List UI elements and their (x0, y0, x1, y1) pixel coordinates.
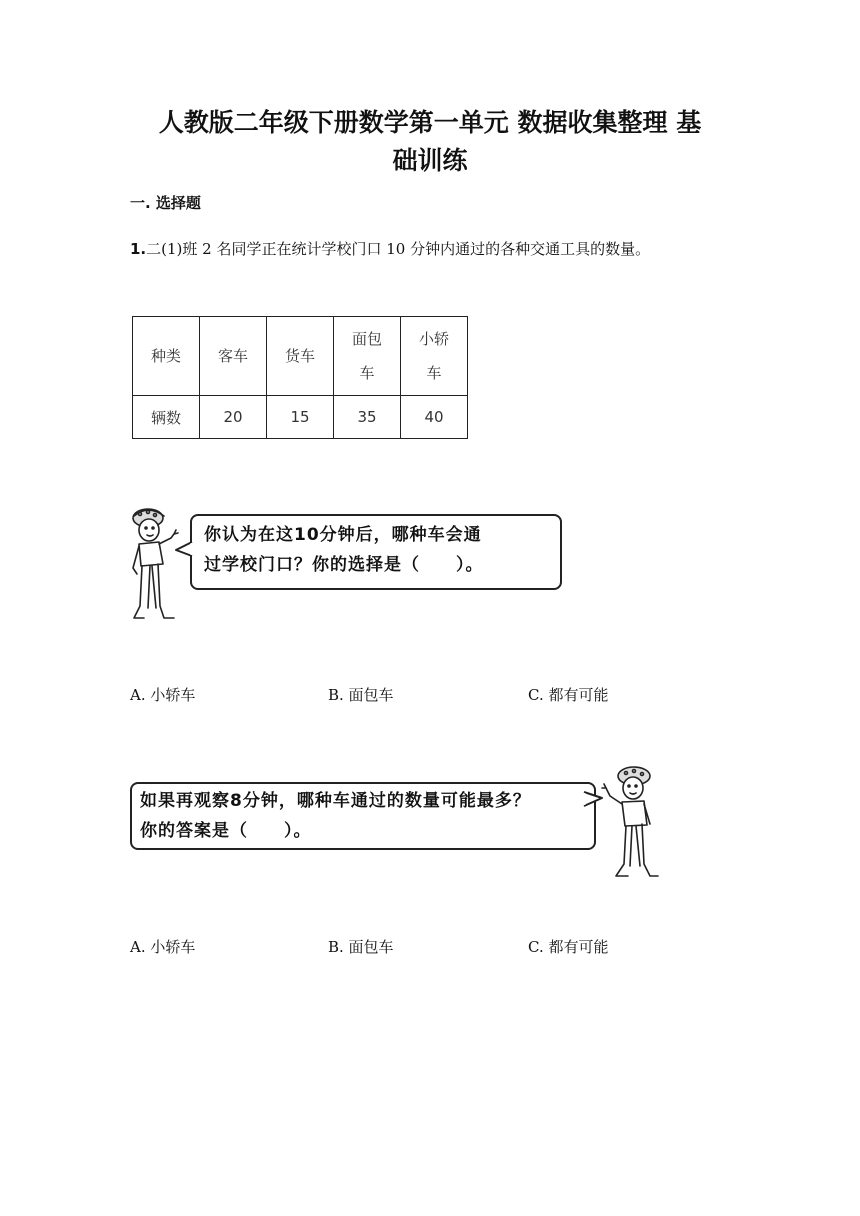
speech-bubble-tail (174, 540, 194, 560)
speech-bubble-1 (190, 514, 562, 590)
table-cell: 35 (334, 396, 401, 439)
title-line-2: 础训练 (392, 146, 468, 175)
section-heading: 一. 选择题 (130, 194, 201, 212)
option-a[interactable]: A. 小轿车 (130, 938, 196, 956)
table-header-cell: 小轿 车 (401, 317, 468, 396)
option-c[interactable]: C. 都有可能 (528, 938, 609, 956)
table-cell: 40 (401, 396, 468, 439)
vehicle-count-table (132, 316, 468, 439)
table-header-row (133, 317, 468, 396)
option-b[interactable]: B. 面包车 (328, 938, 394, 956)
table-header-cell: 种类 (133, 317, 200, 396)
bubble-line-1: 你认为在这10分钟后，哪种车会通 (204, 525, 482, 545)
table-row (133, 396, 468, 439)
bubble-line-2: 你的答案是（ ）。 (140, 821, 312, 841)
boy-illustration (598, 760, 668, 880)
bubble-line-2: 过学校门口？你的选择是（ ）。 (204, 555, 484, 575)
table-header-cell: 货车 (267, 317, 334, 396)
bubble-line-1: 如果再观察8分钟，哪种车通过的数量可能最多？ (140, 791, 531, 811)
table-row-label: 辆数 (133, 396, 200, 439)
boy-illustration (124, 500, 188, 626)
question-1 (130, 238, 650, 259)
option-b[interactable]: B. 面包车 (328, 686, 394, 704)
option-c[interactable]: C. 都有可能 (528, 686, 609, 704)
page-title (120, 104, 740, 180)
title-line-1: 人教版二年级下册数学第一单元 数据收集整理 基 (158, 108, 702, 137)
option-a[interactable]: A. 小轿车 (130, 686, 196, 704)
table-cell: 15 (267, 396, 334, 439)
question-text: 二(1)班 2 名同学正在统计学校门口 10 分钟内通过的各种交通工具的数量。 (146, 240, 651, 258)
table-header-cell: 面包 车 (334, 317, 401, 396)
speech-bubble-2 (130, 782, 596, 850)
table-cell: 20 (200, 396, 267, 439)
question-number: 1. (130, 240, 147, 258)
table-header-cell: 客车 (200, 317, 267, 396)
